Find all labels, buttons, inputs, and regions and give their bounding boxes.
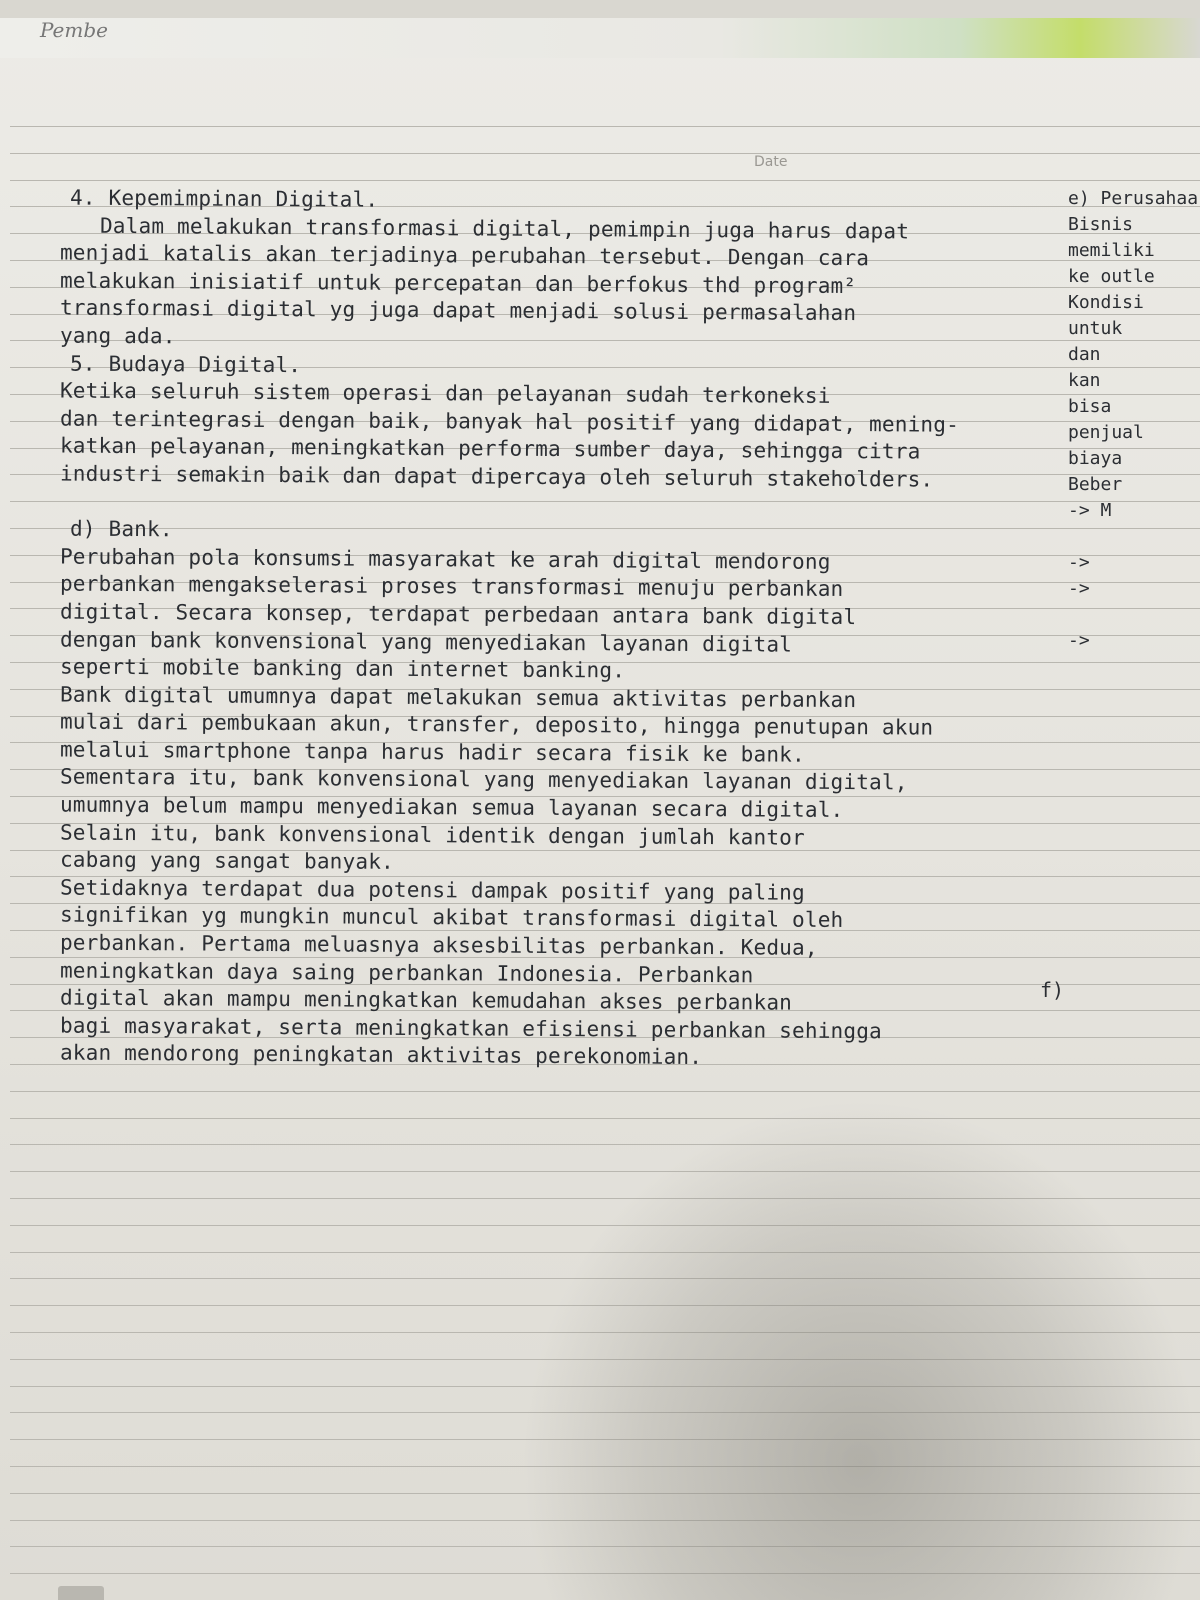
handwritten-line: menjadi katalis akan terjadinya perubahan tersebut. Dengan cara — [59, 240, 870, 271]
side-note-line: Beber — [1068, 474, 1123, 495]
side-note-line: -> — [1068, 578, 1090, 599]
handwritten-line: signifikan yg mungkin muncul akibat transformasi digital oleh — [59, 902, 844, 933]
ruled-line — [10, 1252, 1200, 1253]
ruled-line — [10, 1466, 1200, 1467]
handwritten-line: 5. Budaya Digital. — [69, 351, 302, 377]
ruled-line — [10, 1412, 1200, 1413]
side-note-line: untuk — [1068, 318, 1123, 339]
side-note-line: kan — [1068, 370, 1101, 391]
ruled-line — [10, 153, 1200, 154]
handwritten-line: d) Bank. — [69, 516, 173, 542]
ruled-line — [10, 1359, 1200, 1360]
handwritten-main-text — [59, 185, 1060, 1071]
side-note-line: memiliki — [1068, 240, 1155, 261]
handwritten-line: mulai dari pembukaan akun, transfer, deposito, hingga penutupan akun — [59, 709, 934, 740]
side-note-line: -> M — [1068, 500, 1112, 521]
ruled-line — [10, 1091, 1200, 1092]
ruled-line — [10, 1118, 1200, 1119]
side-note-line: -> — [1068, 552, 1090, 573]
handwritten-line: akan mendorong peningkatan aktivitas perekonomian. — [59, 1040, 703, 1070]
paper-edge-strip — [0, 18, 1200, 58]
handwritten-line: bagi masyarakat, serta meningkatkan efisiensi perbankan sehingga — [59, 1013, 883, 1044]
handwritten-line: 4. Kepemimpinan Digital. — [69, 185, 379, 212]
side-note-line — [1068, 524, 1200, 550]
ruled-line — [10, 1386, 1200, 1387]
handwritten-line: Dalam melakukan transformasi digital, pemimpin juga harus dapat — [99, 213, 910, 244]
ruled-line — [10, 1439, 1200, 1440]
notebook-page — [0, 18, 1200, 1600]
handwritten-line: umumnya belum mampu menyediakan semua layanan secara digital. — [59, 792, 844, 823]
ruled-line — [10, 1332, 1200, 1333]
ruled-line — [10, 1225, 1200, 1226]
ruled-line — [10, 1278, 1200, 1279]
hand-shadow — [520, 1098, 1200, 1600]
handwritten-line: katkan pelayanan, meningkatkan performa sumber daya, sehingga citra — [59, 433, 921, 464]
ruled-line — [10, 1171, 1200, 1172]
ruled-line — [10, 1520, 1200, 1521]
page-tab — [58, 1586, 104, 1600]
ruled-line — [10, 1573, 1200, 1574]
handwritten-line: transformasi digital yg juga dapat menjadi solusi permasalahan — [59, 295, 857, 326]
ruled-line — [10, 1144, 1200, 1145]
side-note-line — [1068, 602, 1200, 628]
handwritten-line: digital. Secara konsep, terdapat perbedaan antara bank digital — [59, 599, 857, 629]
top-strip-text: Pembe — [40, 18, 108, 42]
ruled-line — [10, 1493, 1200, 1494]
handwritten-line: dan terintegrasi dengan baik, banyak hal positif yang didapat, mening- — [59, 406, 960, 437]
side-note-line: bisa — [1068, 396, 1112, 417]
ruled-line — [10, 1198, 1200, 1199]
ruled-line — [10, 180, 1200, 181]
handwritten-line: Ketika seluruh sistem operasi dan pelayanan sudah terkoneksi — [59, 378, 831, 409]
handwritten-line: seperti mobile banking dan internet banking. — [59, 654, 626, 683]
side-note-line: Kondisi — [1068, 292, 1144, 313]
handwritten-line: digital akan mampu meningkatkan kemudahan akses perbankan — [59, 985, 793, 1015]
handwritten-line: Bank digital umumnya dapat melakukan semua aktivitas perbankan — [59, 682, 857, 712]
handwritten-line: yang ada. — [59, 323, 176, 349]
handwritten-line: melalui smartphone tanpa harus hadir secara fisik ke bank. — [59, 737, 805, 767]
handwritten-line: Sementara itu, bank konvensional yang menyediakan layanan digital, — [59, 764, 908, 795]
handwritten-line: cabang yang sangat banyak. — [59, 847, 395, 875]
side-note-line: dan — [1068, 344, 1101, 365]
side-note-line: biaya — [1068, 448, 1123, 469]
handwritten-line: Perubahan pola konsumsi masyarakat ke arah digital mendorong — [59, 544, 831, 574]
handwritten-line: Setidaknya terdapat dua potensi dampak positif yang paling — [59, 875, 805, 905]
side-note-line: -> — [1068, 630, 1090, 651]
handwritten-line: Selain itu, bank konvensional identik dengan jumlah kantor — [59, 820, 805, 850]
handwritten-line: industri semakin baik dan dapat dipercaya oleh seluruh stakeholders. — [59, 461, 934, 492]
side-note-line: Bisnis — [1068, 214, 1134, 235]
handwritten-line: meningkatkan daya saing perbankan Indonesia. Perbankan — [59, 958, 754, 987]
ruled-line — [10, 1305, 1200, 1306]
handwritten-line: perbankan mengakselerasi proses transformasi menuju perbankan — [59, 571, 844, 602]
side-note-line: e) Perusahaa — [1068, 188, 1199, 209]
side-note-line: ke outle — [1068, 266, 1155, 287]
handwritten-line: melakukan inisiatif untuk percepatan dan berfokus thd program² — [59, 268, 857, 298]
side-note-line: penjual — [1068, 422, 1144, 443]
date-label: Date — [754, 154, 788, 170]
ruled-line — [10, 126, 1200, 127]
ruled-line — [10, 1546, 1200, 1547]
handwritten-side-notes — [1068, 186, 1200, 654]
handwritten-line: perbankan. Pertama meluasnya aksesbilitas perbankan. Kedua, — [59, 930, 818, 960]
handwritten-line: dengan bank konvensional yang menyediakan layanan digital — [59, 627, 793, 657]
section-f-marker: f) — [1040, 978, 1065, 1002]
